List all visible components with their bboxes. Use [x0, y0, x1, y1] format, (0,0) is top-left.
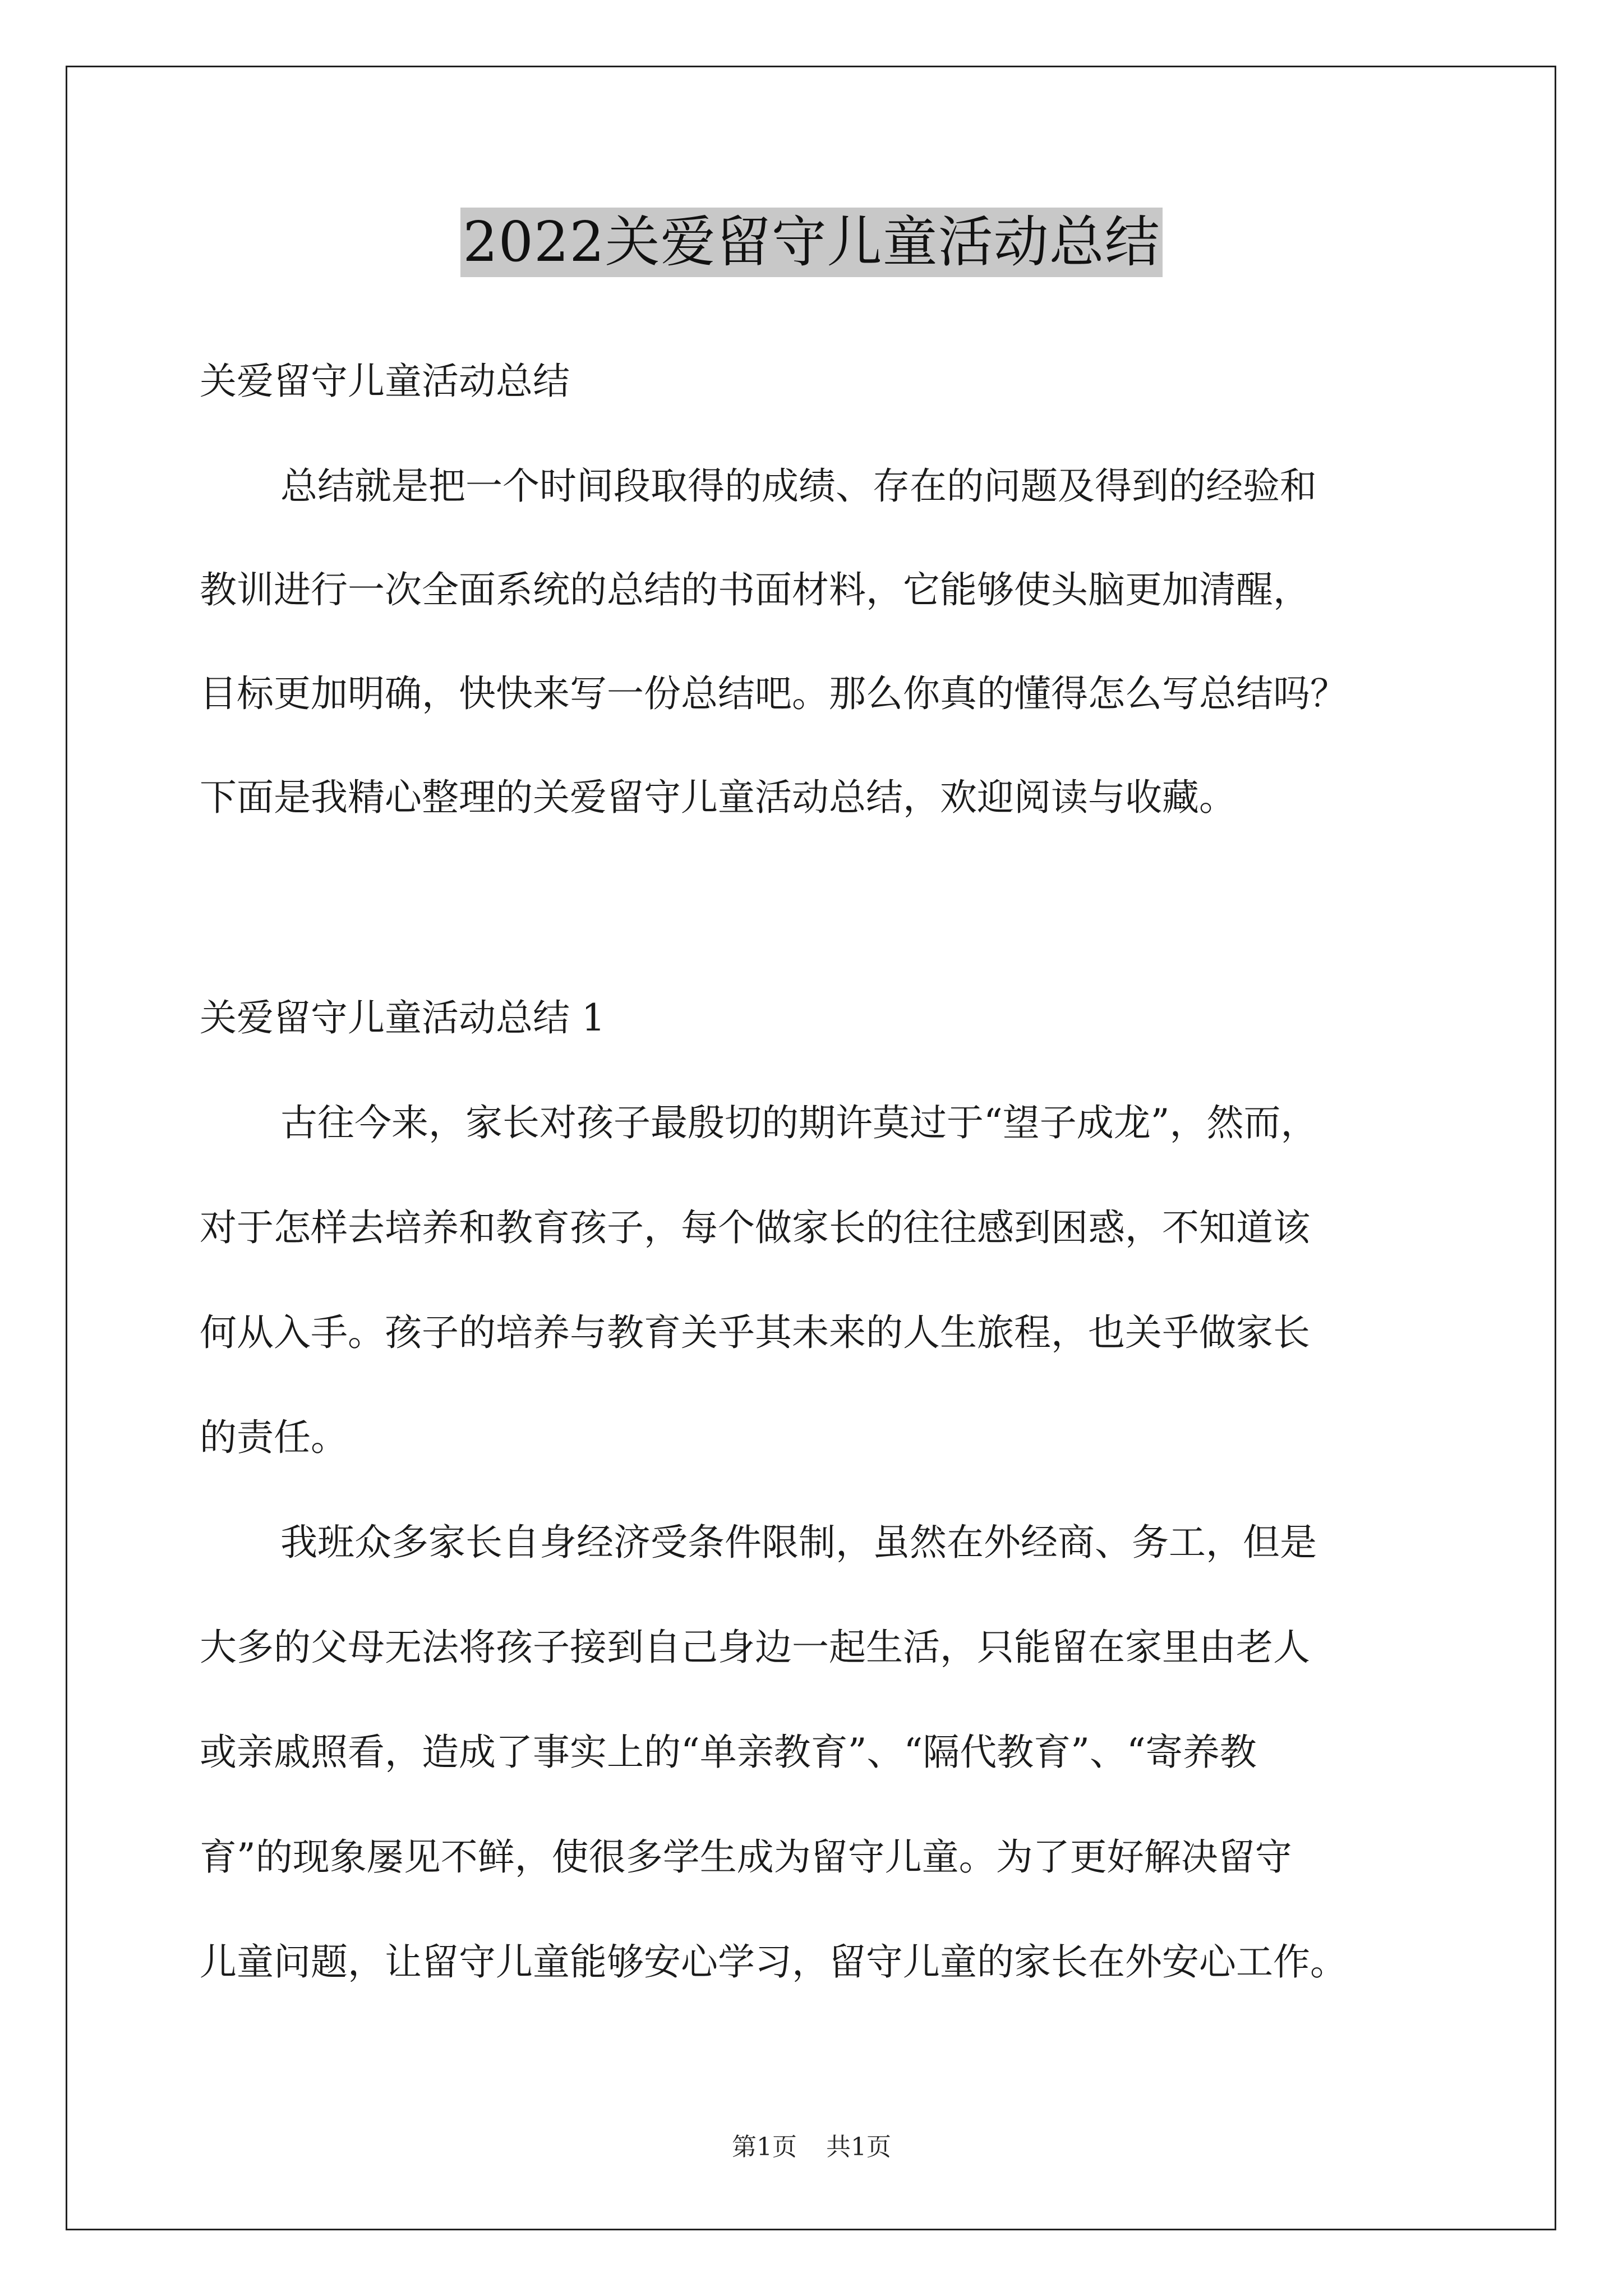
document-title: 2022关爱留守儿童活动总结 — [460, 208, 1162, 277]
paragraph-line: 教训进行一次全面系统的总结的书面材料，它能够使头脑更加清醒， — [200, 568, 1310, 611]
paragraph-line: 何从入手。孩子的培养与教育关乎其未来的人生旅程，也关乎做家长 — [200, 1311, 1310, 1354]
section-heading: 关爱留守儿童活动总结 1 — [200, 996, 605, 1039]
page-number-current: 第1页 — [732, 2133, 797, 2161]
intro-heading: 关爱留守儿童活动总结 — [200, 360, 570, 403]
paragraph-line: 育”的现象屡见不鲜，使很多学生成为留守儿童。为了更好解决留守 — [200, 1835, 1292, 1879]
paragraph-line: 的责任。 — [200, 1416, 348, 1459]
paragraph-line: 总结就是把一个时间段取得的成绩、存在的问题及得到的经验和 — [280, 464, 1317, 508]
paragraph-line: 我班众多家长自身经济受条件限制，虽然在外经商、务工，但是 — [280, 1521, 1317, 1564]
paragraph-line: 或亲戚照看，造成了事实上的“单亲教育”、“隔代教育”、“寄养教 — [200, 1731, 1257, 1774]
page-footer — [0, 2132, 1623, 2163]
title-container — [0, 208, 1623, 277]
paragraph-line: 对于怎样去培养和教育孩子，每个做家长的往往感到困惑，不知道该 — [200, 1206, 1310, 1249]
paragraph-line: 目标更加明确，快快来写一份总结吧。那么你真的懂得怎么写总结吗？ — [200, 672, 1347, 715]
paragraph-line: 儿童问题，让留守儿童能够安心学习，留守儿童的家长在外安心工作。 — [200, 1940, 1347, 1984]
paragraph-line: 古往今来，家长对孩子最殷切的期许莫过于“望子成龙”，然而， — [280, 1101, 1318, 1144]
paragraph-line: 大多的父母无法将孩子接到自己身边一起生活，只能留在家里由老人 — [200, 1626, 1310, 1669]
paragraph-line: 下面是我精心整理的关爱留守儿童活动总结，欢迎阅读与收藏。 — [200, 776, 1236, 819]
page-number-total: 共1页 — [826, 2133, 891, 2161]
